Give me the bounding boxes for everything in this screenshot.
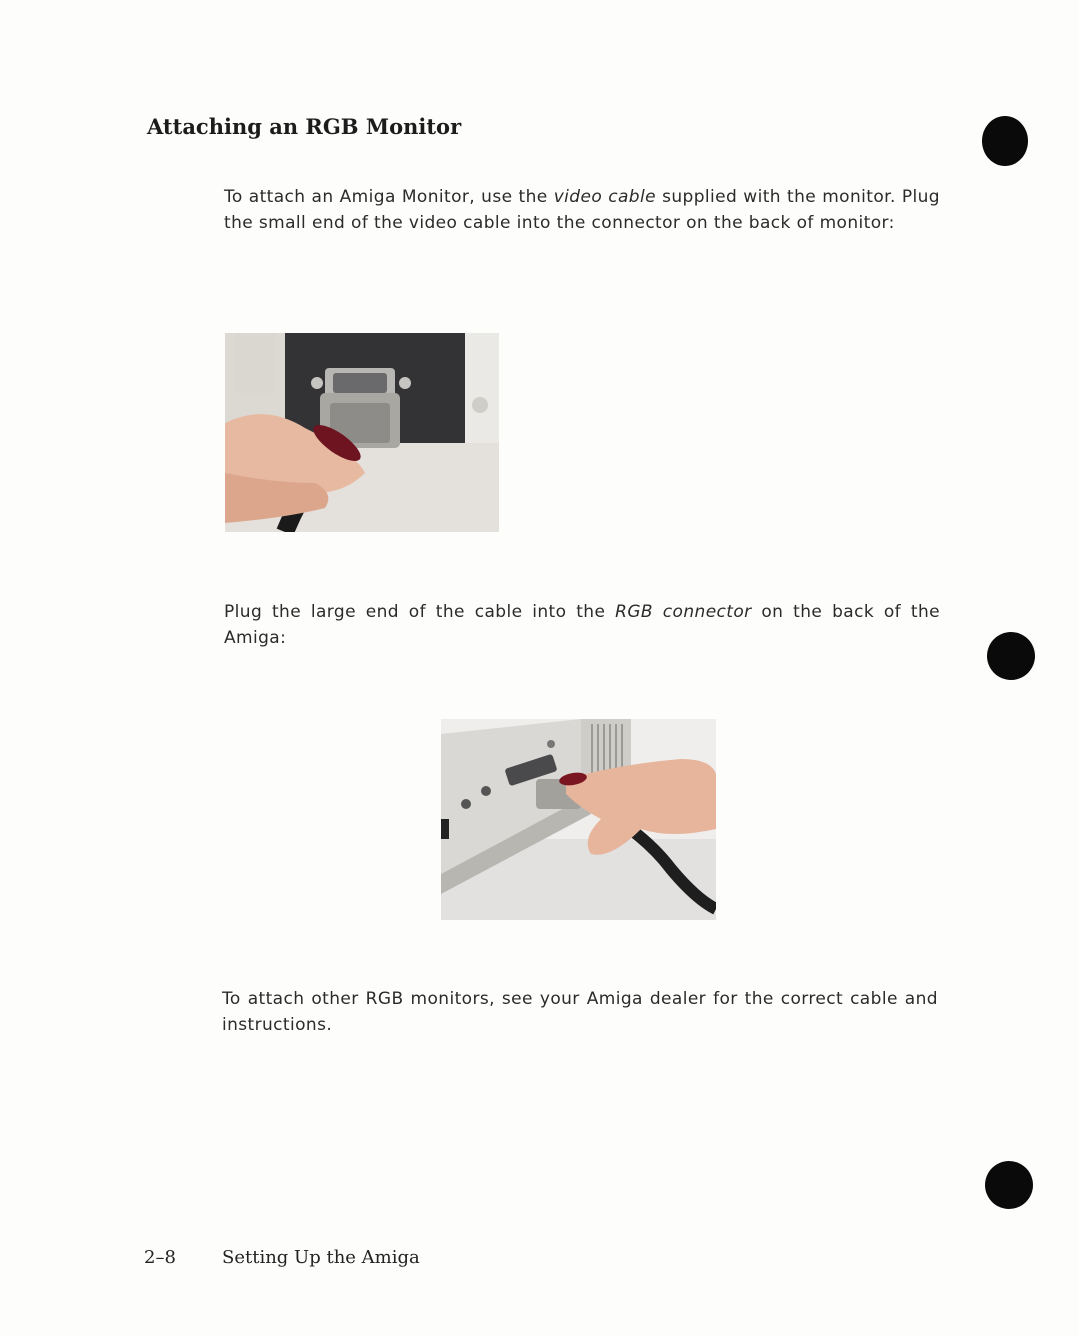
paragraph-text: supplied with the monitor. Plug the small end of the video cable into the connector on the back of monitor:	[224, 187, 940, 233]
paragraph-other-monitors: To attach other RGB monitors, see your Amiga dealer for the correct cable and instructions.	[222, 989, 938, 1035]
paragraph-video-cable	[224, 184, 940, 236]
paragraph-text: To attach an Amiga Monitor, use the	[224, 187, 554, 207]
binder-hole-top	[982, 116, 1028, 166]
emphasis-rgb-connector: RGB connector	[615, 602, 752, 622]
emphasis-video-cable: video cable	[553, 187, 656, 207]
paragraph-text: Plug the large end of the cable into the	[224, 602, 616, 622]
photo-amiga-rgb-connector	[441, 719, 716, 920]
page-number: 2–8	[144, 1247, 176, 1268]
section-heading: Attaching an RGB Monitor	[147, 114, 462, 139]
paragraph-rgb-connector	[224, 599, 940, 651]
footer-section-title: Setting Up the Amiga	[222, 1247, 420, 1268]
binder-hole-middle	[987, 632, 1035, 680]
paragraph-text: on the back of the Amiga:	[224, 602, 940, 648]
binder-hole-bottom	[985, 1161, 1033, 1209]
photo-monitor-connector	[225, 333, 499, 532]
